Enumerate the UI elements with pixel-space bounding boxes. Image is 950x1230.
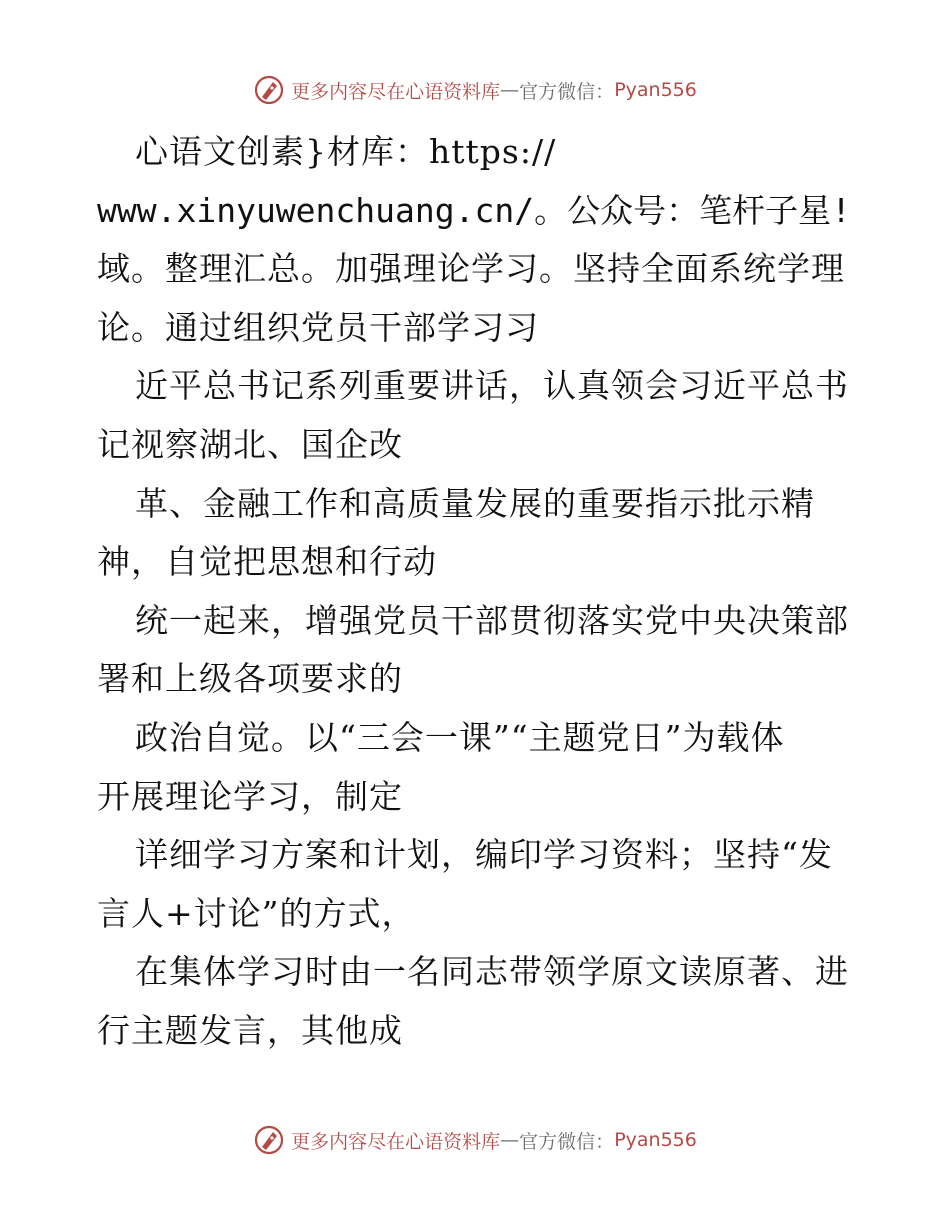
body-line: 近平总书记系列重要讲话，认真领会习近平总书 <box>135 366 849 406</box>
footer-watermark <box>0 1120 950 1160</box>
watermark-site-text: 更多内容尽在心语资料库 <box>291 1130 501 1153</box>
body-line: 政治自觉。以“三会一课”“主题党日”为载体 <box>135 717 785 757</box>
body-line: www.xinyuwenchuang.cn/。公众号：笔杆子星! <box>97 190 851 230</box>
watermark-dash: — <box>500 79 520 101</box>
body-line: 革、金融工作和高质量发展的重要指示批示精 <box>135 483 815 523</box>
body-line: 言人+讨论”的方式， <box>97 893 416 933</box>
watermark-site-text: 更多内容尽在心语资料库 <box>291 80 501 103</box>
body-line: 心语文创素}材库：https:// <box>135 132 557 171</box>
body-line: 在集体学习时由一名同志带领学原文读原著、进 <box>135 952 849 992</box>
watermark-dash: — <box>500 1129 520 1151</box>
pen-nib-logo-icon <box>253 74 285 106</box>
watermark-wechat-id: Pyan556 <box>614 1129 697 1151</box>
body-line: 记视察湖北、国企改 <box>97 424 403 464</box>
body-line: 域。整理汇总。加强理论学习。坚持全面系统学理 <box>97 249 845 289</box>
watermark-wechat-id: Pyan556 <box>614 79 697 101</box>
pen-nib-logo-icon <box>253 1124 285 1156</box>
body-line: 详细学习方案和计划，编印学习资料；坚持“发 <box>135 835 833 875</box>
body-line: 开展理论学习，制定 <box>97 776 403 816</box>
body-line: 神，自觉把思想和行动 <box>97 542 437 582</box>
document-body <box>97 123 857 1061</box>
header-watermark <box>0 70 950 110</box>
body-line: 署和上级各项要求的 <box>97 659 403 699</box>
body-line: 行主题发言，其他成 <box>97 1010 403 1050</box>
body-line: 统一起来，增强党员干部贯彻落实党中央决策部 <box>135 600 849 640</box>
body-line: 论。通过组织党员干部学习习 <box>97 307 539 347</box>
watermark-wechat-label: 官方微信： <box>519 1130 615 1153</box>
watermark-wechat-label: 官方微信： <box>519 80 615 103</box>
